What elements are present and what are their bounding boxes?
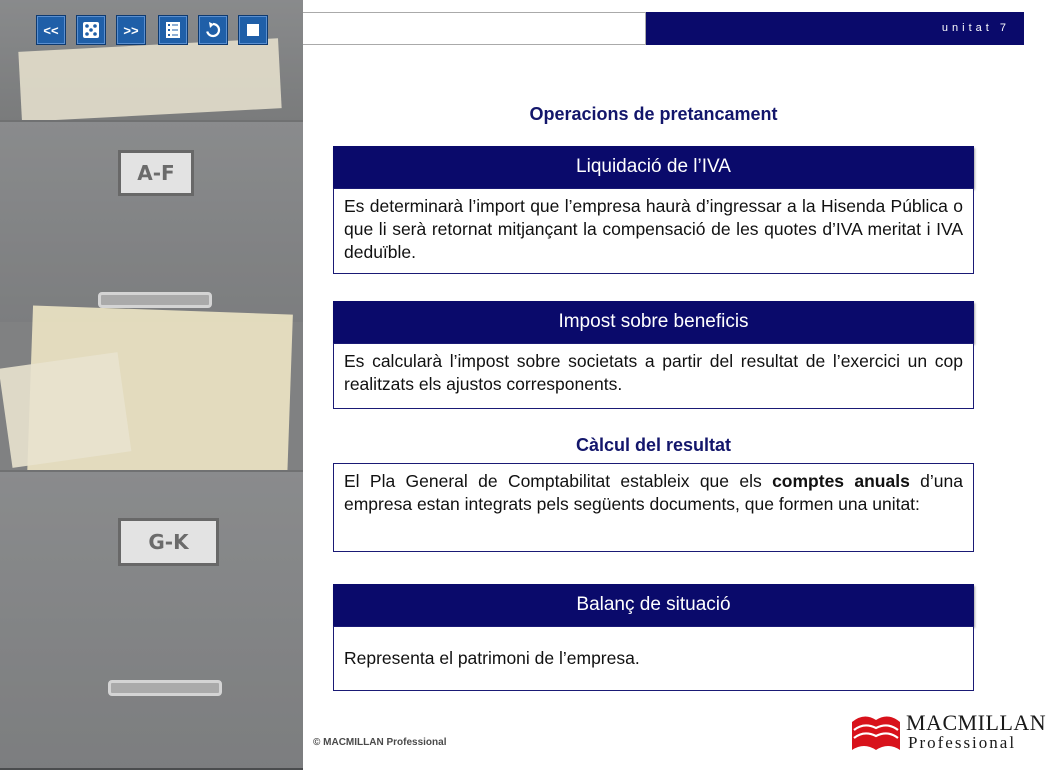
stop-button[interactable]: [238, 15, 268, 45]
header-bar-left: [303, 12, 646, 45]
undo-icon: [204, 21, 222, 39]
body-bold-text: comptes anuals: [772, 471, 910, 491]
section-body-impost: Es calcularà l’impost sobre societats a partir del resultat de l’exercici un cop realitzats els ajustos corresponents.: [333, 343, 974, 409]
document-icon: [165, 21, 181, 39]
macmillan-logo: [850, 706, 1046, 754]
header-bar-right: [646, 12, 1024, 45]
section-body-balanc: Representa el patrimoni de l’empresa.: [333, 626, 974, 691]
previous-label: <<: [43, 22, 59, 38]
filing-cabinet-photo: [0, 0, 303, 768]
copyright: © MACMILLAN Professional: [313, 737, 447, 748]
photo-overlay: [0, 0, 303, 768]
logo-word-professional: Professional: [908, 733, 1017, 752]
section-header-balanc: Balanç de situació: [333, 584, 974, 626]
menu-button[interactable]: [76, 15, 106, 45]
section-header-iva: Liquidació de l’IVA: [333, 146, 974, 188]
logo-word-macmillan: MACMILLAN: [906, 710, 1046, 735]
section-body-resultat: [333, 463, 974, 552]
dice-icon: [82, 21, 100, 39]
index-button[interactable]: [158, 15, 188, 45]
back-button[interactable]: [198, 15, 228, 45]
body-text: El Pla General de Comptabilitat estableix que els: [344, 471, 773, 491]
section-body-iva: Es determinarà l’import que l’empresa haurà d’ingressar a la Hisenda Pública o que li serà retornat mitjançant la compensació de les quotes d’IVA meritat i IVA deduïble.: [333, 188, 974, 274]
section-title-resultat: Càlcul del resultat: [575, 435, 732, 455]
next-label: >>: [123, 22, 139, 38]
body-text: d’una empresa estan integrats pels següents documents, que formen una unitat:: [344, 471, 963, 514]
stop-icon: [246, 23, 260, 37]
unit-label: unitat 7: [941, 22, 1010, 34]
page-title: Operacions de pretancament: [529, 104, 778, 124]
drawer-label-gk: G-K: [118, 518, 219, 566]
previous-button[interactable]: [36, 15, 66, 45]
next-button[interactable]: [116, 15, 146, 45]
section-header-impost: Impost sobre beneficis: [333, 301, 974, 343]
logo-mark-icon: [850, 708, 902, 752]
drawer-label-af: A-F: [118, 150, 194, 196]
